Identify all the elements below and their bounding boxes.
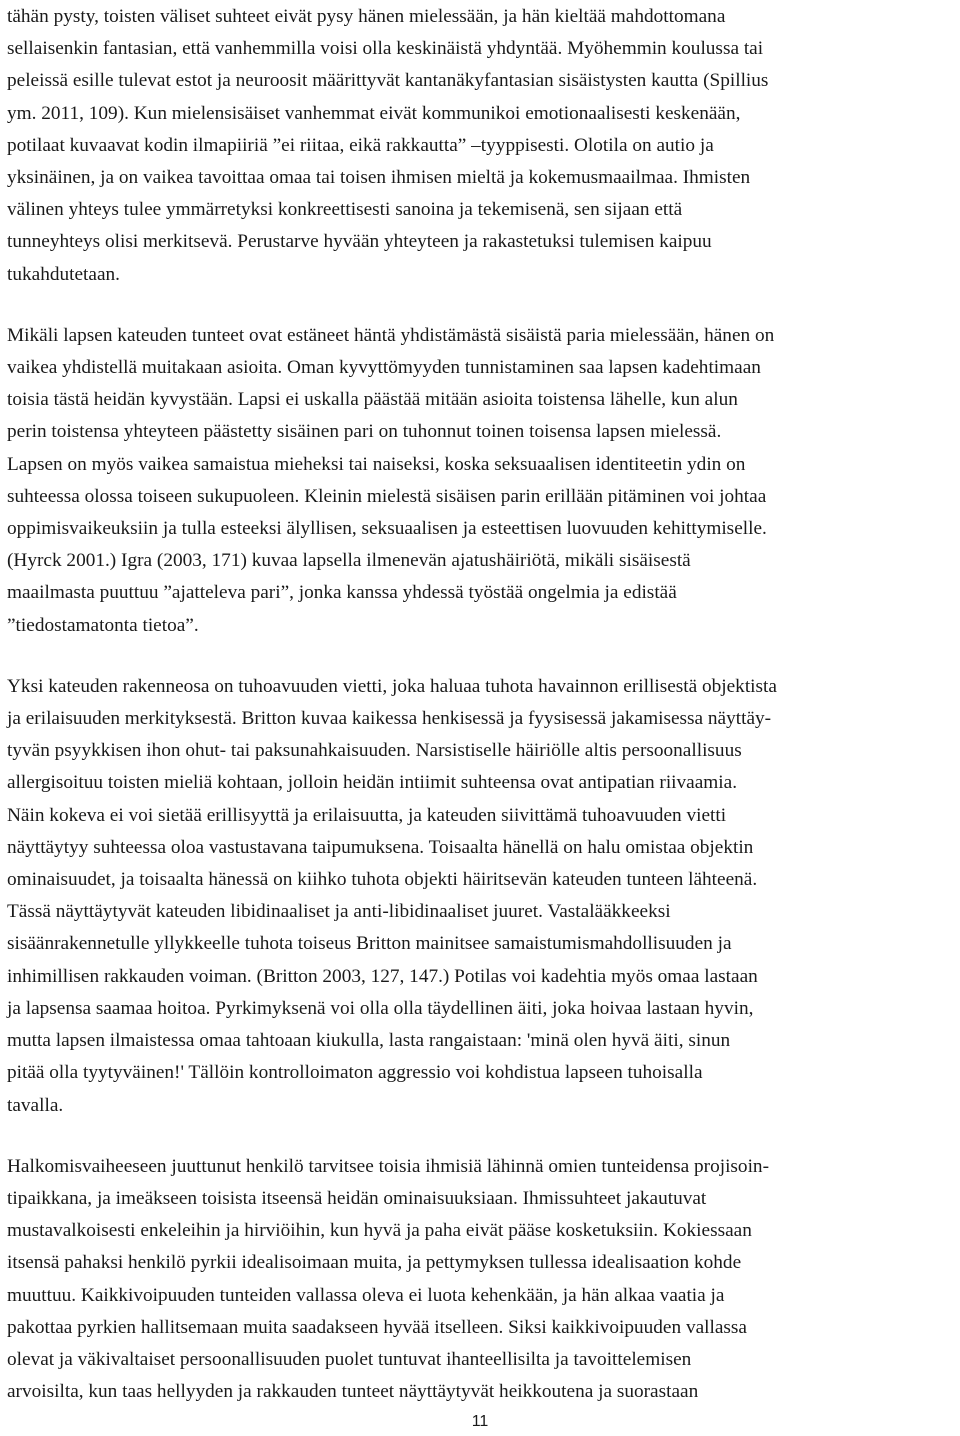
text-line: potilaat kuvaavat kodin ilmapiiriä ”ei riitaa, eikä rakkautta” –tyyppisesti. Olotila on autio ja (7, 134, 714, 156)
text-line: mutta lapsen ilmaistessa omaa tahtoaan kiukulla, lasta rangaistaan: 'minä olen hyvä äiti, sinun (7, 1030, 731, 1052)
text-line: toisia tästä heidän kyvystään. Lapsi ei uskalla päästää mitään asioita toistensa lähelle, kun alun (7, 389, 738, 411)
text-line: tavalla. (7, 1094, 64, 1116)
text-line: Yksi kateuden rakenneosa on tuhoavuuden vietti, joka haluaa tuhota havainnon erillisestä objektista (7, 675, 777, 697)
text-line: Näin kokeva ei voi sietää erillisyyttä ja erilaisuutta, ja kateuden siivittämä tuhoavuuden vietti (7, 804, 727, 826)
text-line: oppimisvaikeuksiin ja tulla esteeksi älyllisen, seksuaalisen ja esteettisen luovuuden kehittymiselle. (7, 518, 767, 540)
text-line: vaikea yhdistellä muitakaan asioita. Oman kyvyttömyyden tunnistaminen saa lapsen kadehtimaan (7, 357, 761, 379)
paragraph-3 (7, 671, 953, 1122)
paragraph-1 (7, 0, 953, 291)
text-line: ja lapsensa saamaa hoitoa. Pyrkimyksenä voi olla olla täydellinen äiti, joka hoivaa lastaan hyvin, (7, 997, 754, 1019)
text-line: Mikäli lapsen kateuden tunteet ovat estäneet häntä yhdistämästä sisäistä paria mielessään, hänen on (7, 324, 775, 346)
text-line: ”tiedostamatonta tietoa”. (7, 614, 199, 636)
paragraph-2 (7, 320, 953, 642)
text-line: sellaisenkin fantasian, että vanhemmilla voisi olla keskinäistä yhdyntää. Myöhemmin koulussa tai (7, 38, 764, 60)
text-line: inhimillisen rakkauden voiman. (Britton 2003, 127, 147.) Potilas voi kadehtia myös omaa lastaan (7, 965, 758, 987)
text-line: suhteessa olossa toiseen sukupuoleen. Kleinin mielestä sisäisen parin erillään pitäminen voi johtaa (7, 485, 767, 507)
text-line: tipaikkana, ja imeäkseen toisista itseensä heidän ominaisuuksiaan. Ihmissuhteet jakautuvat (7, 1187, 707, 1209)
text-line: (Hyrck 2001.) Igra (2003, 171) kuvaa lapsella ilmenevän ajatushäiriötä, mikäli sisäisestä (7, 550, 691, 572)
text-line: tähän pysty, toisten väliset suhteet eivät pysy hänen mielessään, ja hän kieltää mahdottomana (7, 6, 726, 27)
text-line: Lapsen on myös vaikea samaistua mieheksi tai naiseksi, koska seksuaalisen identiteetin ydin on (7, 453, 746, 475)
text-line: Tässä näyttäytyvät kateuden libidinaaliset ja anti-libidinaaliset juuret. Vastalääkkeeksi (7, 901, 671, 923)
text-line: muuttuu. Kaikkivoipuuden tunteiden vallassa oleva ei luota kehenkään, ja hän alkaa vaatia ja (7, 1284, 725, 1306)
text-line: perin toistensa yhteyteen päästetty sisäinen pari on tuhonnut toinen toisensa lapsen mielessä. (7, 421, 722, 443)
text-line: ominaisuudet, ja toisaalta hänessä on kiihko tuhota objekti häiritsevän kateuden tunteen lähteenä. (7, 869, 758, 891)
page-number: 11 (471, 1413, 489, 1430)
text-line: ja erilaisuuden merkityksestä. Britton kuvaa kaikessa henkisessä ja fyysisessä jakamisessa näyttäy- (7, 708, 772, 730)
paragraph-4 (7, 1151, 953, 1409)
text-line: olevat ja väkivaltaiset persoonallisuuden puolet tuntuvat ihanteellisilta ja tavoittelemisen (7, 1348, 692, 1370)
text-line: ym. 2011, 109). Kun mielensisäiset vanhemmat eivät kommunikoi emotionaalisesti keskenään, (7, 102, 741, 124)
text-line: maailmasta puuttuu ”ajatteleva pari”, jonka kanssa yhdessä työstää ongelmia ja edistää (7, 582, 677, 604)
text-line: pitää olla tyytyväinen!' Tällöin kontrolloimaton aggressio voi kohdistua lapseen tuhoisalla (7, 1062, 703, 1084)
text-line: pakottaa pyrkien hallitsemaan muita saadakseen hyvää itselleen. Siksi kaikkivoipuuden vallassa (7, 1316, 747, 1338)
text-line: yksinäinen, ja on vaikea tavoittaa omaa tai toisen ihmisen mieltä ja kokemusmaailmaa. Ihmisten (7, 167, 751, 189)
text-line: tunneyhteys olisi merkitsevä. Perustarve hyvään yhteyteen ja rakastetuksi tulemisen kaipuu (7, 231, 712, 253)
text-line: allergisoituu toisten mieliä kohtaan, jolloin heidän intiimit suhteensa ovat antipatian riivaamia. (7, 772, 738, 794)
text-line: mustavalkoisesti enkeleihin ja hirviöihin, kun hyvä ja paha eivät pääse kosketuksiin. Kokiessaan (7, 1220, 752, 1242)
text-line: näyttäytyy suhteessa oloa vastustavana taipumuksena. Toisaalta hänellä on halu omistaa objektin (7, 836, 754, 858)
text-line: välinen yhteys tulee ymmärretyksi konkreettisesti sanoina ja tekemisenä, sen sijaan että (7, 199, 683, 221)
text-line: arvoisilta, kun taas hellyyden ja rakkauden tunteet näyttäytyvät heikkoutena ja suorastaan (7, 1381, 699, 1403)
text-line: itsensä pahaksi henkilö pyrkii idealisoimaan muita, ja pettymyksen tullessa idealisaation kohde (7, 1252, 742, 1274)
text-line: tyvän psyykkisen ihon ohut- tai paksunahkaisuuden. Narsistiselle häiriölle altis persoonallisuus (7, 740, 742, 762)
text-line: peleissä esille tulevat estot ja neuroosit määrittyvät kantanäkyfantasian sisäistysten kautta (Spillius (7, 70, 769, 92)
text-line: sisäänrakennetulle yllykkeelle tuhota toiseus Britton mainitsee samaistumismahdollisuuden ja (7, 933, 732, 955)
text-line: Halkomisvaiheeseen juuttunut henkilö tarvitsee toisia ihmisiä lähinnä omien tunteidensa projisoin- (7, 1155, 769, 1177)
document-page (7, 0, 953, 1408)
text-line: tukahdutetaan. (7, 263, 120, 285)
